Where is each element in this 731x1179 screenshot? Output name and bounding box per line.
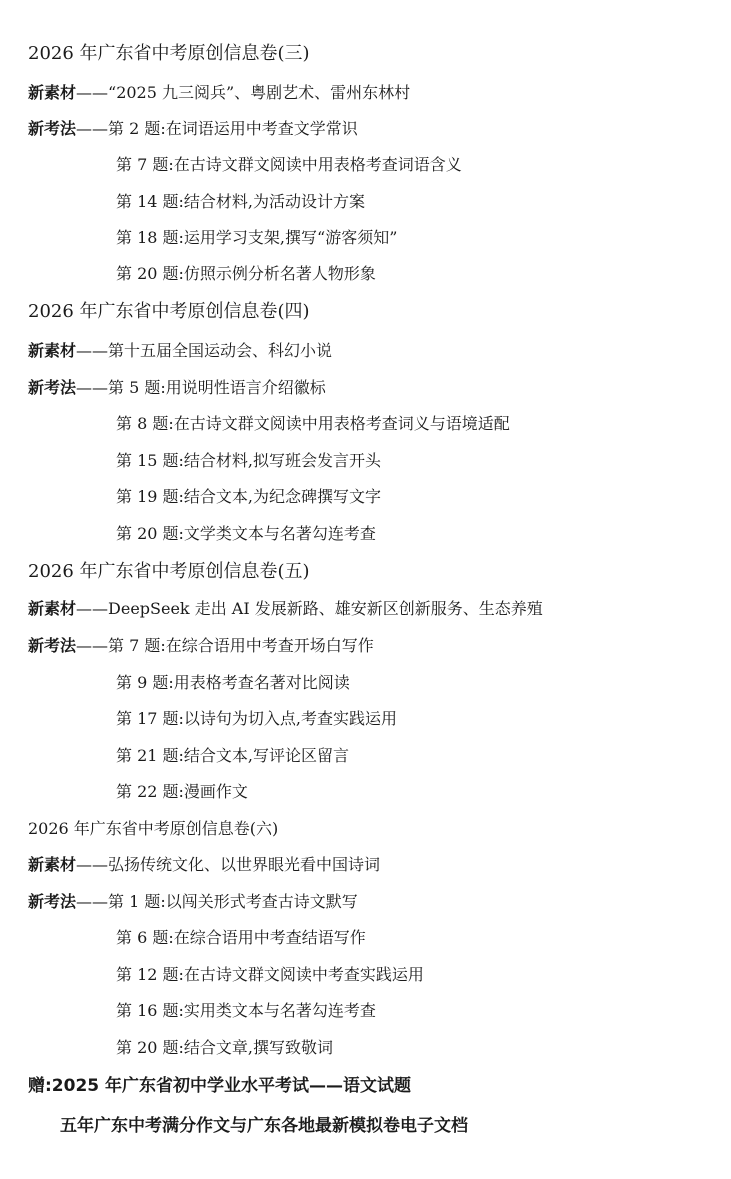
- material-label: 新素材: [28, 599, 77, 618]
- method-item: 第 15 题:结合材料,拟写班会发言开头: [116, 451, 382, 470]
- method-first-item: ——第 1 题:以闯关形式考查古诗文默写: [76, 892, 358, 911]
- material-row: [28, 601, 543, 617]
- method-item: 第 20 题:仿照示例分析名著人物形象: [116, 264, 376, 283]
- section-title: 2026 年广东省中考原创信息卷(六): [28, 819, 279, 838]
- method-first-item: ——第 2 题:在词语运用中考查文学常识: [76, 119, 358, 138]
- section-title: 2026 年广东省中考原创信息卷(四): [28, 301, 310, 322]
- method-item: 第 7 题:在古诗文群文阅读中用表格考查词语含义: [116, 155, 462, 174]
- section-title: 2026 年广东省中考原创信息卷(三): [28, 43, 310, 64]
- material-label: 新素材: [28, 855, 77, 874]
- method-first-item: ——第 5 题:用说明性语言介绍徽标: [76, 378, 326, 397]
- method-label: 新考法: [28, 636, 77, 655]
- method-item: 第 18 题:运用学习支架,撰写“游客须知”: [116, 228, 398, 247]
- method-item: 第 17 题:以诗句为切入点,考查实践运用: [116, 709, 398, 728]
- method-item: 第 20 题:文学类文本与名著勾连考查: [116, 524, 376, 543]
- material-text: ——DeepSeek 走出 AI 发展新路、雄安新区创新服务、生态养殖: [76, 599, 543, 618]
- method-item: 第 9 题:用表格考查名著对比阅读: [116, 673, 350, 692]
- material-label: 新素材: [28, 341, 77, 360]
- method-row: [28, 380, 326, 396]
- material-row: [28, 343, 332, 359]
- method-label: 新考法: [28, 119, 77, 138]
- method-item: 第 20 题:结合文章,撰写致敬词: [116, 1038, 334, 1057]
- method-item: 第 21 题:结合文本,写评论区留言: [116, 746, 350, 765]
- method-label: 新考法: [28, 892, 77, 911]
- method-item: 第 19 题:结合文本,为纪念碑撰写文字: [116, 487, 382, 506]
- material-row: [28, 857, 380, 873]
- section-title: 2026 年广东省中考原创信息卷(五): [28, 561, 310, 582]
- method-item: 第 12 题:在古诗文群文阅读中考查实践运用: [116, 965, 424, 984]
- method-row: [28, 638, 374, 654]
- material-row: [28, 85, 410, 101]
- material-text: ——弘扬传统文化、以世界眼光看中国诗词: [76, 855, 381, 874]
- gift-line: 五年广东中考满分作文与广东各地最新模拟卷电子文档: [60, 1116, 468, 1136]
- material-label: 新素材: [28, 83, 77, 102]
- method-row: [28, 121, 358, 137]
- method-item: 第 16 题:实用类文本与名著勾连考查: [116, 1001, 376, 1020]
- method-label: 新考法: [28, 378, 77, 397]
- material-text: ——第十五届全国运动会、科幻小说: [76, 341, 333, 360]
- method-item: 第 8 题:在古诗文群文阅读中用表格考查词义与语境适配: [116, 414, 510, 433]
- material-text: ——“2025 九三阅兵”、粤剧艺术、雷州东林村: [76, 83, 411, 102]
- method-item: 第 14 题:结合材料,为活动设计方案: [116, 192, 366, 211]
- method-item: 第 22 题:漫画作文: [116, 782, 248, 801]
- method-row: [28, 894, 358, 910]
- gift-line: 赠:2025 年广东省初中学业水平考试——语文试题: [28, 1076, 412, 1096]
- method-first-item: ——第 7 题:在综合语用中考查开场白写作: [76, 636, 374, 655]
- method-item: 第 6 题:在综合语用中考查结语写作: [116, 928, 366, 947]
